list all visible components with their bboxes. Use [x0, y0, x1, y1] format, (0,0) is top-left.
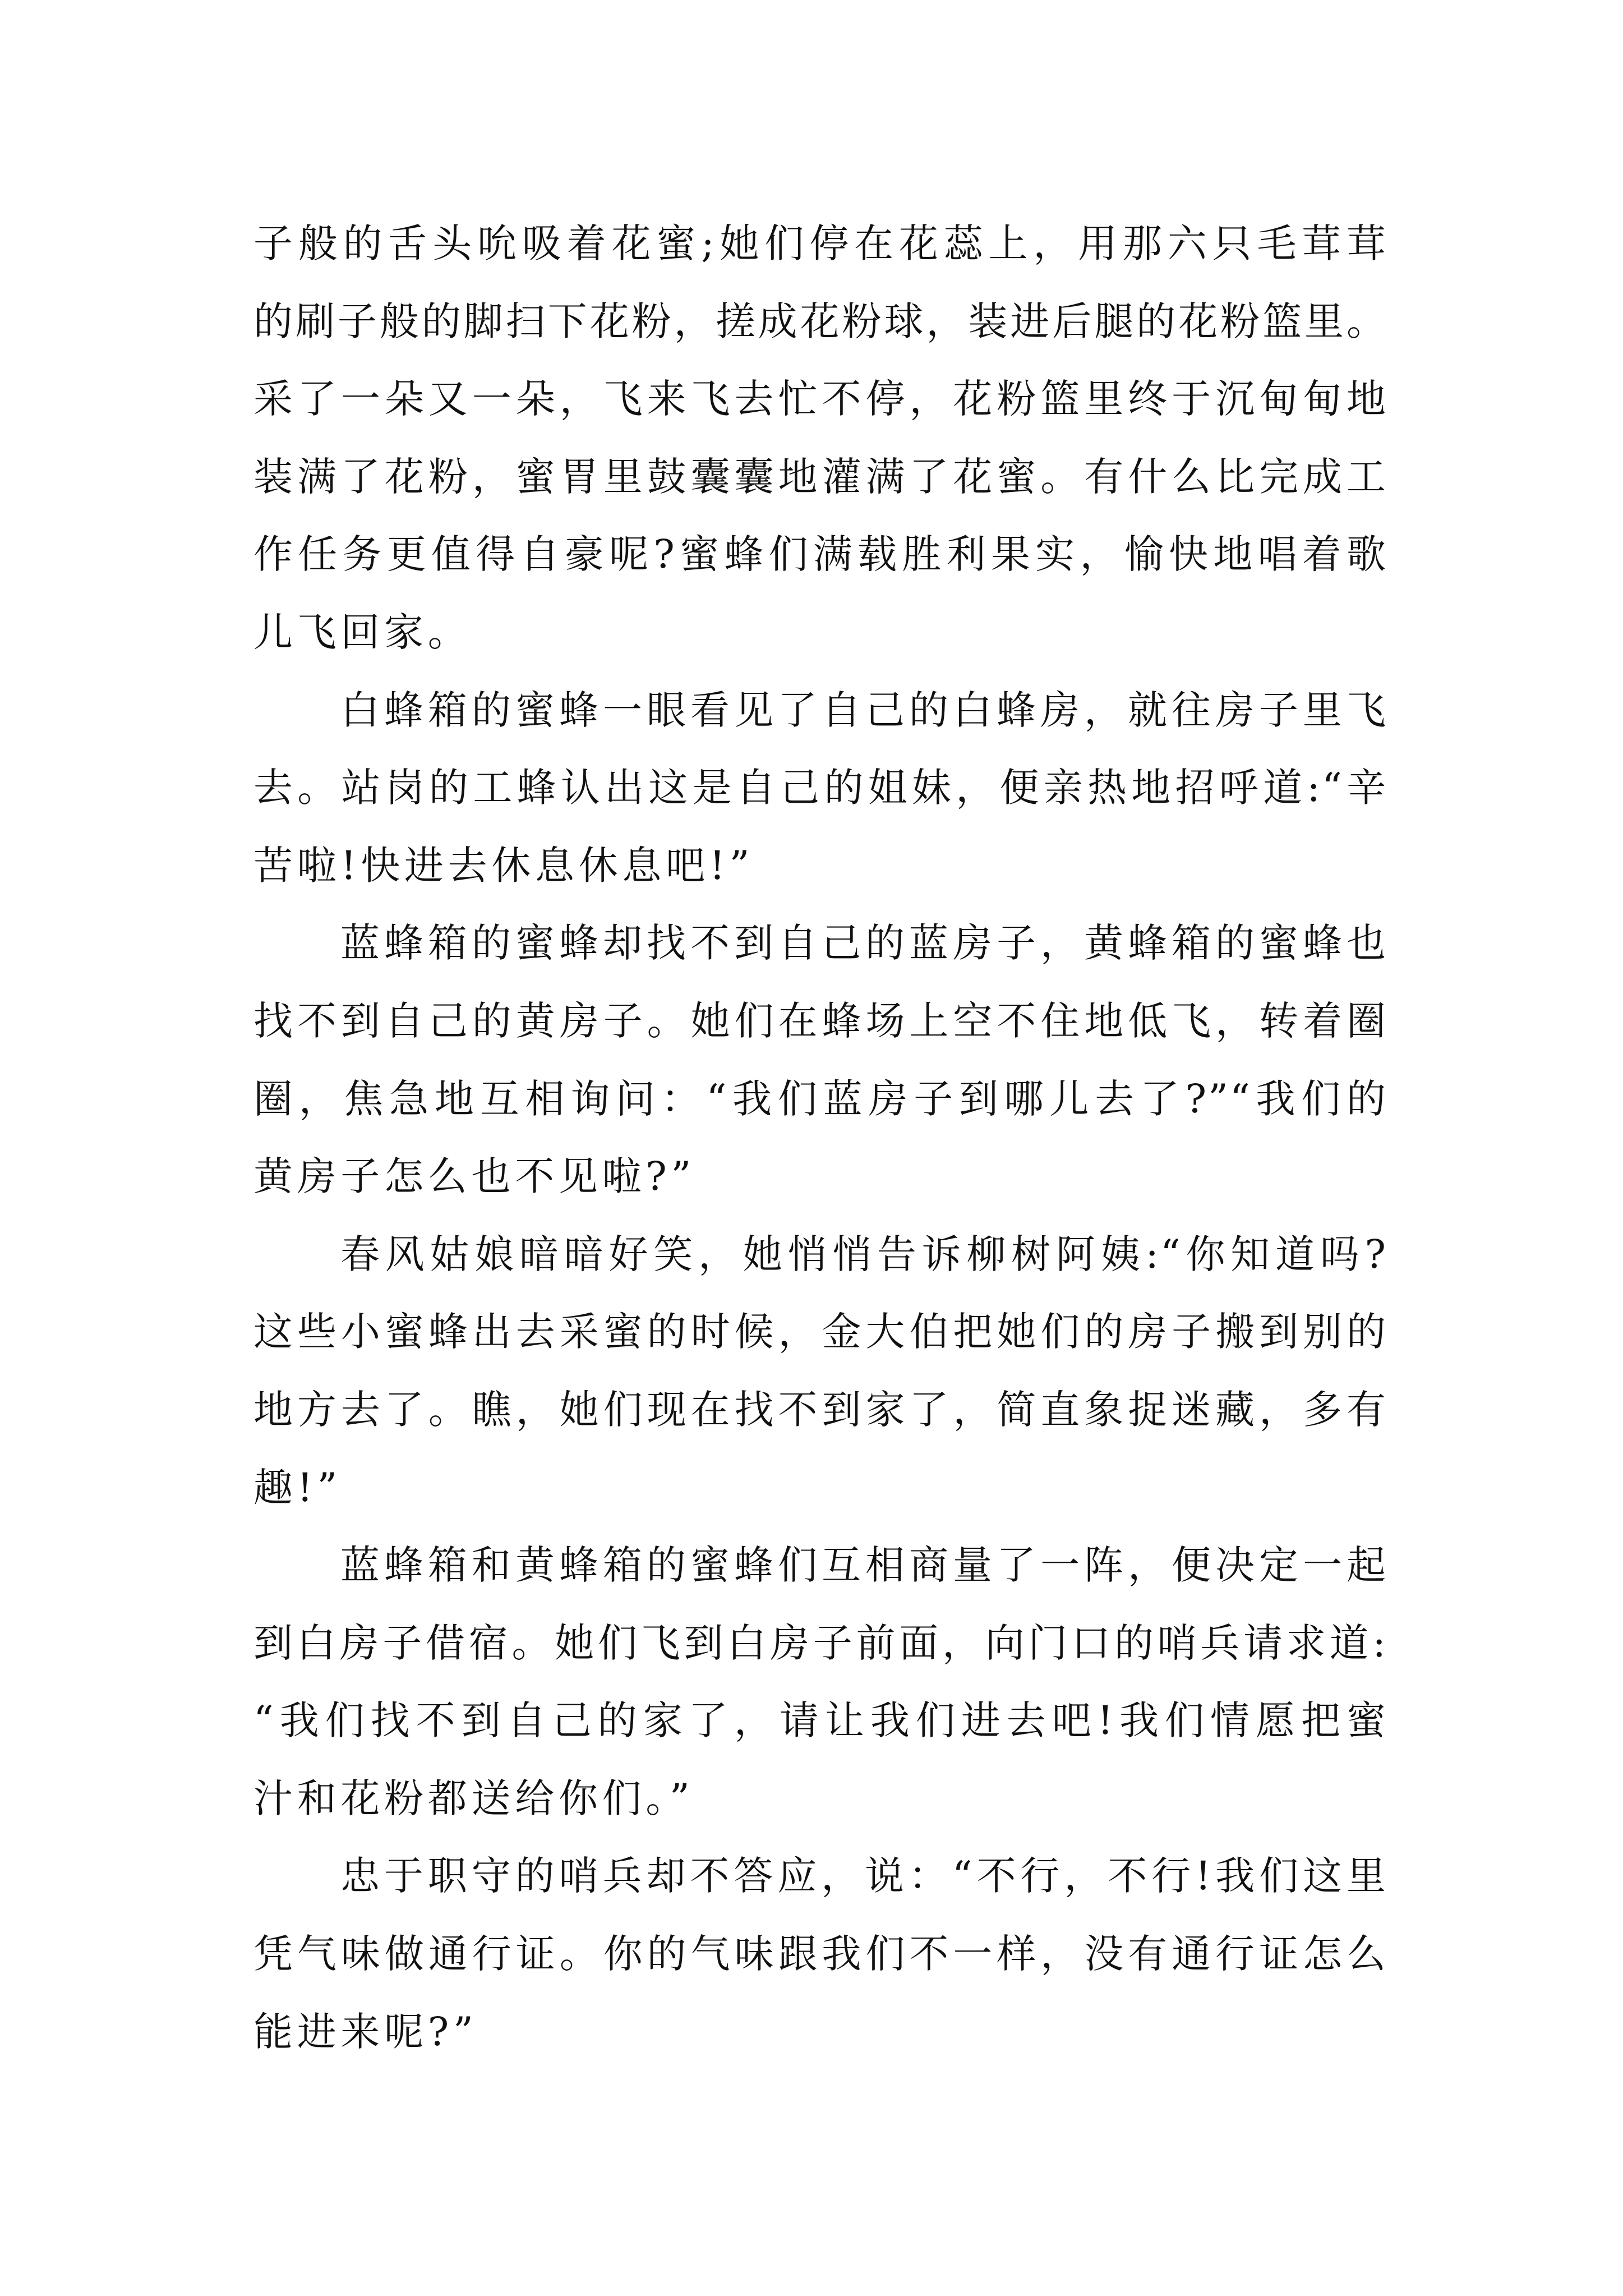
text-line: 采了一朵又一朵，飞来飞去忙不停，花粉篮里终于沉甸甸地 [253, 376, 1387, 422]
text-line: 儿飞回家。 [253, 609, 472, 655]
text-line: 圈，焦急地互相询问：“我们蓝房子到哪儿去了?”“我们的 [253, 1075, 1387, 1122]
text-line: 作任务更值得自豪呢?蜜蜂们满载胜利果实，愉快地唱着歌 [253, 531, 1387, 578]
paragraph [253, 205, 1387, 671]
text-line: 黄房子怎么也不见啦?” [253, 1153, 696, 1200]
paragraph [253, 1837, 1387, 2070]
text-line: 到白房子借宿。她们飞到白房子前面，向门口的哨兵请求道: [253, 1619, 1387, 1666]
paragraph [253, 1526, 1387, 1837]
text-line: 蓝蜂箱的蜜蜂却找不到自己的蓝房子，黄蜂箱的蜜蜂也 [340, 920, 1387, 967]
paragraph [253, 1216, 1387, 1526]
text-line: 装满了花粉，蜜胃里鼓囊囊地灌满了花蜜。有什么比完成工 [253, 453, 1387, 500]
text-line: 趣!” [253, 1464, 342, 1511]
text-line: 苦啦!快进去休息休息吧!” [253, 842, 754, 889]
text-line: 找不到自己的黄房子。她们在蜂场上空不住地低飞，转着圈 [253, 997, 1387, 1044]
text-line: 去。站岗的工蜂认出这是自己的姐妹，便亲热地招呼道:“辛 [253, 765, 1387, 811]
text-line: 忠于职守的哨兵却不答应，说：“不行，不行!我们这里 [340, 1853, 1387, 1899]
text-line: 能进来呢?” [253, 2008, 478, 2055]
text-line: 春风姑娘暗暗好笑，她悄悄告诉柳树阿姨:“你知道吗? [340, 1231, 1387, 1277]
text-line: 汁和花粉都送给你们。” [253, 1775, 694, 1821]
document-page [253, 205, 1387, 2070]
text-line: 白蜂箱的蜜蜂一眼看见了自己的白蜂房，就往房子里飞 [340, 687, 1387, 733]
text-line: 这些小蜜蜂出去采蜜的时候，金大伯把她们的房子搬到别的 [253, 1309, 1387, 1355]
text-line: 地方去了。瞧，她们现在找不到家了，简直象捉迷藏，多有 [253, 1386, 1387, 1433]
text-line: 蓝蜂箱和黄蜂箱的蜜蜂们互相商量了一阵，便决定一起 [340, 1542, 1387, 1589]
paragraph [253, 904, 1387, 1215]
text-line: “我们找不到自己的家了，请让我们进去吧!我们情愿把蜜 [253, 1697, 1387, 1744]
text-line: 的刷子般的脚扫下花粉，搓成花粉球，装进后腿的花粉篮里。 [253, 298, 1387, 344]
text-line: 凭气味做通行证。你的气味跟我们不一样，没有通行证怎么 [253, 1931, 1387, 1977]
paragraph [253, 671, 1387, 905]
text-line: 子般的舌头吮吸着花蜜;她们停在花蕊上，用那六只毛茸茸 [253, 220, 1387, 266]
